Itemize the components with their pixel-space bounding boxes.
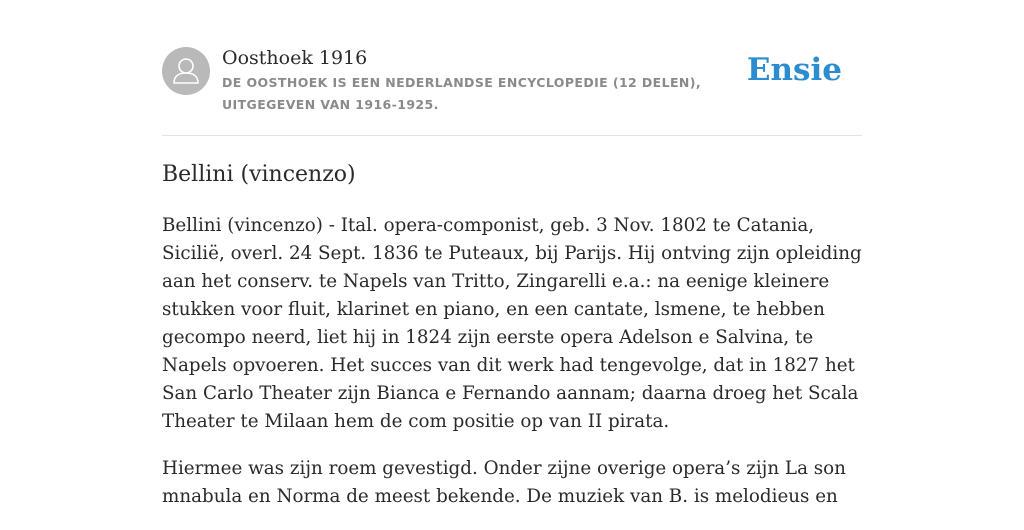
page-container bbox=[162, 0, 862, 507]
source-title[interactable]: Oosthoek 1916 bbox=[222, 47, 368, 69]
article-body bbox=[162, 212, 864, 530]
article-title: Bellini (vincenzo) bbox=[162, 162, 356, 187]
article-paragraph: Bellini (vincenzo) - Ital. opera-componist, geb. 3 Nov. 1802 te Catania, Sicilië, overl. 24 Sept. 1836 te Puteaux, bij Parijs. Hij ontving zijn opleiding aan het conserv. te Napels van Tritto, Zingarelli e.a.: na eenige kleinere stukken voor fluit, klarinet en piano, en een cantate, lsmene, te hebben gecompo neerd, liet hij in 1824 zijn eerste opera Adelson e Salvina, te Napels opvoeren. Het succes van dit werk had tengevolge, dat in 1827 het San Carlo Theater zijn Bianca e Fernando aannam; daarna droeg het Scala Theater te Milaan hem de com positie op van II pirata. bbox=[162, 215, 862, 432]
source-description: DE OOSTHOEK IS EEN NEDERLANDSE ENCYCLOPEDIE (12 DELEN), UITGEGEVEN VAN 1916-1925. bbox=[222, 75, 702, 112]
source-header bbox=[162, 0, 862, 136]
user-silhouette-icon bbox=[162, 47, 210, 95]
ensie-logo[interactable]: Ensie bbox=[746, 52, 842, 88]
avatar[interactable] bbox=[162, 47, 210, 95]
article-paragraph: Hiermee was zijn roem gevestigd. Onder zijne overige opera’s zijn La son mnabula en Norma de meest bekende. De muziek van B. is melodieus en bbox=[162, 458, 846, 507]
